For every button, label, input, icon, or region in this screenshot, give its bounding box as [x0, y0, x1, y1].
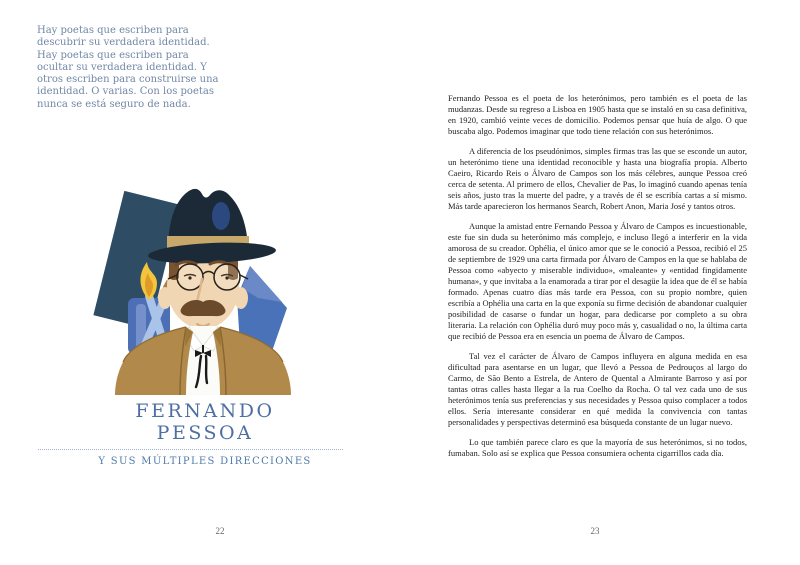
- quote-line: nunca se está seguro de nada.: [37, 98, 191, 110]
- quote-line: ocultar su verdadera identidad. Y: [37, 61, 207, 73]
- quote-line: Hay poetas que escriben para: [37, 25, 189, 36]
- pessoa-portrait-illustration: [90, 150, 315, 395]
- paragraph: Lo que también parece claro es que la mayoría de sus heterónimos, si no todos, fumaban. Solo así se explica que Pessoa consumiera ochenta cigarrillos cada día.: [448, 437, 747, 458]
- page-number-left: 22: [215, 526, 225, 536]
- quote-line: Hay poetas que escriben para: [37, 49, 189, 61]
- hat-highlight: [212, 202, 230, 230]
- paragraph: Tal vez el carácter de Álvaro de Campos influyera en alguna medida en esa dificultad para asentarse en un lugar, que llevó a Pessoa de Pedrouços al largo do Carmo, de São Bento a Estrela, de Antero de Quental a Almirante Barroso y así por tantas otras calles hasta llegar a la rua Coelho da Rocha. O tal vez cada uno de sus heterónimos tenía sus preferencias y sus necesidades y Pessoa quiso complacer a todos ellos. Sería interesante considerar en qué medida la convivencia con tantas personalidades y perspectivas determinó esa búsqueda constante de un lugar nuevo.: [448, 351, 747, 427]
- page-number-right: 23: [590, 526, 600, 536]
- title-line-2: PESSOA: [156, 421, 254, 444]
- quote-line: descubrir su verdadera identidad.: [37, 37, 210, 49]
- dotted-divider: [38, 449, 343, 450]
- tie-ribbon-right: [206, 356, 207, 383]
- mustache: [181, 300, 226, 316]
- paragraph: Aunque la amistad entre Fernando Pessoa y Álvaro de Campos es incuestionable, este fue sin duda su heterónimo más complejo, e incluso llegó a interferir en la vida amorosa de su creador. Ophélia, el único amor que se le conoció a Pessoa, recibió el 25 de septiembre de 1929 una carta firmada por Álvaro de Campos en la que se hablaba de Pessoa como «abyecto y miserable individuo», «maleante» y «entidad fingidamente humana», y que invitaba a la enamorada a tirar por el desagüe la idea que de él se había formado. Apenas cuatro días más tarde era Pessoa, con su propio nombre, quien escribía a Ophélia una carta en la que exponía su firme decisión de abandonar cualquier posibilidad de casarse o fundar un hogar, para dedicarse por completo a su obra literaria. La relación con Ophélia duró muy poco más y, casualidad o no, la última carta que recibió de Pessoa era en esencia un poema de Álvaro de Campos.: [448, 221, 747, 341]
- paragraph: A diferencia de los pseudónimos, simples firmas tras las que se esconde un autor, un heterónimo tiene una identidad reconocible y hasta una biografía propia. Alberto Caeiro, Ricardo Reis o Álvaro de Campos son los más célebres, aunque Pessoa creó cerca de setenta. Al primero de ellos, Chevalier de Pas, lo imaginó cuando apenas tenía seis años, justo tras la muerte del padre, y a través de él se escribía cartas a sí mismo. Más tarde aparecieron los hermanos Search, Robert Anon, Maria José y tantos otros.: [448, 146, 747, 211]
- title-line-1: FERNANDO: [135, 400, 275, 422]
- body-text-column: [448, 93, 747, 468]
- chapter-subtitle: Y SUS MÚLTIPLES DIRECCIONES: [98, 456, 312, 467]
- right-eye: [225, 276, 228, 279]
- left-eye: [188, 276, 191, 279]
- epigraph-quote: [37, 25, 229, 111]
- paragraph: Fernando Pessoa es el poeta de los heterónimos, pero también es el poeta de las mudanzas. Desde su regreso a Lisboa en 1905 hasta que se instaló en su casa definitiva, en 1920, cambió veinte veces de domicilio. Podemos pensar que huía de algo. O que buscaba algo. Podemos imaginar que todo tiene relación con sus heterónimos.: [448, 93, 747, 136]
- chapter-title: [30, 401, 380, 444]
- quote-line: otros escriben para construirse una: [37, 74, 219, 86]
- quote-line: identidad. O varias. Con los poetas: [37, 86, 214, 98]
